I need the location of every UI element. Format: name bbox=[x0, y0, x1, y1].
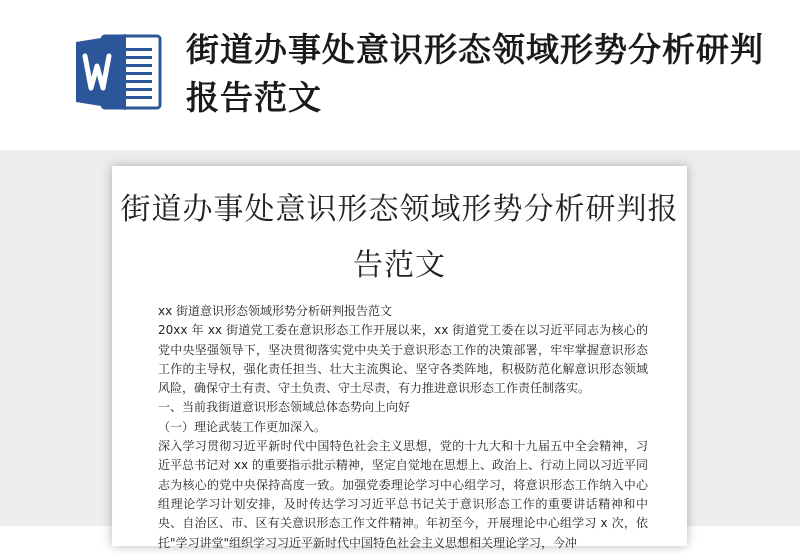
document-body bbox=[158, 302, 648, 553]
page-title: 街道办事处意识形态领域形势分析研判报告范文 bbox=[186, 30, 764, 117]
word-document-icon bbox=[76, 34, 166, 110]
document-paragraph: 20xx 年 xx 街道党工委在意识形态工作开展以来，xx 街道党工委在以习近平同志为核心的党中央坚强领导下，坚决贯彻落实党中央关于意识形态工作的决策部署，牢牢掌握意识形态工作的主导权，强化责任担当、壮大主流舆论、坚守各类阵地，积极防范化解意识形态领域风险，确保守土有责、守土负责、守土尽责，有力推进意识形态工作责任制落实。 bbox=[158, 323, 648, 396]
header bbox=[0, 0, 800, 150]
document-paragraph: 深入学习贯彻习近平新时代中国特色社会主义思想，党的十九大和十九届五中全会精神，习近平总书记对 xx 的重要指示批示精神，坚定自觉地在思想上、政治上、行动上同以习近平同志为核心的党中央保持高度一致。加强党委理论学习中心组学习，将意识形态工作纳入中心组理论学习计划安排，及时传达学习习近平总书记关于意识形态工作的重要讲话精神和中央、自治区、市、区有关意识形态工作文件精神。年初至今，开展理论中心组学习 x 次，依托"学习讲堂"组织学习习近平新时代中国特色社会主义思想相关理论学习，今冲 bbox=[158, 439, 648, 550]
document-paragraph: 一、当前我街道意识形态领域总体态势向上向好 bbox=[158, 400, 411, 415]
document-paragraph: xx 街道意识形态领域形势分析研判报告范文 bbox=[158, 304, 393, 318]
document-page bbox=[112, 166, 687, 550]
document-paragraph: （一）理论武装工作更加深入。 bbox=[158, 419, 327, 434]
document-title: 街道办事处意识形态领域形势分析研判报告范文 bbox=[120, 192, 679, 283]
